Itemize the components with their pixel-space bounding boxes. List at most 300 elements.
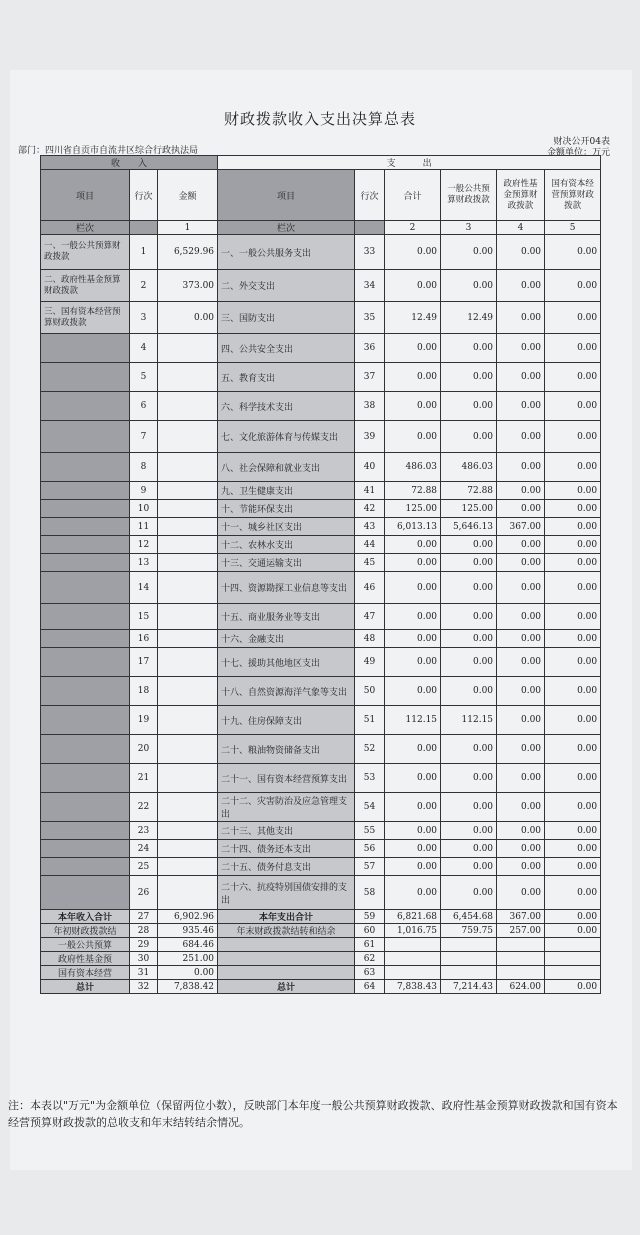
general-budget-amount: 125.00	[441, 500, 497, 518]
state-capital-amount: 0.00	[545, 876, 601, 910]
general-budget-amount: 0.00	[441, 735, 497, 764]
table-row	[41, 630, 601, 648]
income-item	[41, 363, 130, 392]
col-fund-budget: 政府性基金预算财政拨款	[497, 170, 545, 221]
expense-item: 十五、商业服务业等支出	[218, 604, 355, 630]
expense-item: 二十二、灾害防治及应急管理支出	[218, 793, 355, 822]
income-amount	[158, 604, 218, 630]
table-row	[41, 822, 601, 840]
expense-line-no: 57	[355, 858, 385, 876]
fund-budget-amount: 0.00	[497, 392, 545, 421]
general-budget-amount: 0.00	[441, 572, 497, 604]
income-line-no: 10	[130, 500, 158, 518]
expense-item: 一、一般公共服务支出	[218, 235, 355, 270]
general-budget-amount: 0.00	[441, 392, 497, 421]
fund-budget-amount: 0.00	[497, 235, 545, 270]
total-amount: 0.00	[385, 793, 441, 822]
state-capital-amount	[545, 938, 601, 952]
total-amount: 0.00	[385, 536, 441, 554]
fund-budget-amount: 0.00	[497, 421, 545, 453]
col-index-blank	[355, 221, 385, 235]
table-row	[41, 334, 601, 363]
income-item	[41, 677, 130, 706]
total-amount: 0.00	[385, 334, 441, 363]
income-line-no: 5	[130, 363, 158, 392]
expense-line-no: 37	[355, 363, 385, 392]
general-budget-amount: 0.00	[441, 876, 497, 910]
general-budget-amount: 0.00	[441, 363, 497, 392]
state-capital-amount: 0.00	[545, 840, 601, 858]
total-amount: 125.00	[385, 500, 441, 518]
table-row	[41, 453, 601, 482]
expense-line-no: 60	[355, 924, 385, 938]
income-line-no: 14	[130, 572, 158, 604]
fund-budget-amount: 0.00	[497, 572, 545, 604]
table-row	[41, 677, 601, 706]
expense-item: 四、公共安全支出	[218, 334, 355, 363]
fund-budget-amount: 0.00	[497, 735, 545, 764]
expense-item: 十一、城乡社区支出	[218, 518, 355, 536]
state-capital-amount: 0.00	[545, 910, 601, 924]
total-amount: 7,838.43	[385, 980, 441, 994]
expense-line-no: 49	[355, 648, 385, 677]
total-amount: 112.15	[385, 706, 441, 735]
total-amount: 1,016.75	[385, 924, 441, 938]
total-amount: 486.03	[385, 453, 441, 482]
page-title: 财政拨款收入支出决算总表	[223, 110, 416, 128]
state-capital-amount: 0.00	[545, 270, 601, 302]
income-amount	[158, 334, 218, 363]
income-line-no: 9	[130, 482, 158, 500]
income-item	[41, 822, 130, 840]
income-item	[41, 764, 130, 793]
income-item	[41, 554, 130, 572]
total-amount: 0.00	[385, 235, 441, 270]
expense-item: 十、节能环保支出	[218, 500, 355, 518]
income-item	[41, 334, 130, 363]
income-item: 一、一般公共预算财政拨款	[41, 235, 130, 270]
state-capital-amount: 0.00	[545, 924, 601, 938]
footnote: 注：本表以"万元"为金额单位（保留两位小数），反映部门本年度一般公共预算财政拨款、政府性基金预算财政拨款和国有资本经营预算财政拨款的总收支和年末结转结余情况。	[8, 1099, 618, 1129]
income-amount	[158, 858, 218, 876]
income-item	[41, 421, 130, 453]
income-item: 年初财政拨款结	[41, 924, 130, 938]
total-amount: 0.00	[385, 270, 441, 302]
department-label: 部门：四川省自贡市自流井区综合行政执法局	[18, 146, 199, 156]
state-capital-amount: 0.00	[545, 302, 601, 334]
expense-line-no: 50	[355, 677, 385, 706]
summary-row	[41, 980, 601, 994]
general-budget-amount	[441, 952, 497, 966]
state-capital-amount: 0.00	[545, 793, 601, 822]
income-amount	[158, 630, 218, 648]
expense-item: 六、科学技术支出	[218, 392, 355, 421]
fund-budget-amount: 0.00	[497, 793, 545, 822]
total-amount	[385, 952, 441, 966]
income-item	[41, 604, 130, 630]
income-amount: 0.00	[158, 966, 218, 980]
expense-item	[218, 938, 355, 952]
income-line-no: 15	[130, 604, 158, 630]
state-capital-amount: 0.00	[545, 334, 601, 363]
general-budget-amount: 0.00	[441, 536, 497, 554]
expense-item: 七、文化旅游体育与传媒支出	[218, 421, 355, 453]
expense-line-no: 56	[355, 840, 385, 858]
expense-item: 十四、资源勘探工业信息等支出	[218, 572, 355, 604]
income-line-no: 11	[130, 518, 158, 536]
income-line-no: 26	[130, 876, 158, 910]
general-budget-amount: 0.00	[441, 604, 497, 630]
expense-item: 八、社会保障和就业支出	[218, 453, 355, 482]
fund-budget-amount: 0.00	[497, 554, 545, 572]
income-line-no: 12	[130, 536, 158, 554]
income-line-no: 23	[130, 822, 158, 840]
income-line-no: 20	[130, 735, 158, 764]
income-line-no: 8	[130, 453, 158, 482]
total-amount: 0.00	[385, 392, 441, 421]
income-line-no: 16	[130, 630, 158, 648]
total-amount: 0.00	[385, 876, 441, 910]
expense-line-no: 62	[355, 952, 385, 966]
expense-item: 十七、援助其他地区支出	[218, 648, 355, 677]
fund-budget-amount: 0.00	[497, 302, 545, 334]
income-amount: 251.00	[158, 952, 218, 966]
col-general-budget: 一般公共预算财政拨款	[441, 170, 497, 221]
total-amount: 0.00	[385, 677, 441, 706]
state-capital-amount: 0.00	[545, 980, 601, 994]
income-line-no: 4	[130, 334, 158, 363]
income-amount: 6,902.96	[158, 910, 218, 924]
expense-line-no: 46	[355, 572, 385, 604]
fund-budget-amount: 0.00	[497, 630, 545, 648]
state-capital-amount: 0.00	[545, 764, 601, 793]
total-amount: 0.00	[385, 572, 441, 604]
col-amount: 金额	[158, 170, 218, 221]
state-capital-amount: 0.00	[545, 648, 601, 677]
income-amount: 0.00	[158, 302, 218, 334]
fund-budget-amount: 0.00	[497, 706, 545, 735]
fund-budget-amount: 0.00	[497, 822, 545, 840]
general-budget-amount: 486.03	[441, 453, 497, 482]
fund-budget-amount	[497, 938, 545, 952]
expense-line-no: 42	[355, 500, 385, 518]
expense-line-no: 64	[355, 980, 385, 994]
fund-budget-amount: 0.00	[497, 500, 545, 518]
state-capital-amount: 0.00	[545, 536, 601, 554]
income-amount	[158, 706, 218, 735]
expense-item: 十六、金融支出	[218, 630, 355, 648]
table-row	[41, 876, 601, 910]
fund-budget-amount: 0.00	[497, 876, 545, 910]
expense-line-no: 53	[355, 764, 385, 793]
income-item: 二、政府性基金预算财政拨款	[41, 270, 130, 302]
table-row	[41, 735, 601, 764]
expense-item: 二十三、其他支出	[218, 822, 355, 840]
state-capital-amount: 0.00	[545, 392, 601, 421]
expense-line-no: 63	[355, 966, 385, 980]
general-budget-amount	[441, 938, 497, 952]
income-line-no: 7	[130, 421, 158, 453]
general-budget-amount: 0.00	[441, 764, 497, 793]
income-line-no: 17	[130, 648, 158, 677]
table-row	[41, 706, 601, 735]
income-item	[41, 392, 130, 421]
expense-line-no: 59	[355, 910, 385, 924]
fund-budget-amount: 0.00	[497, 764, 545, 793]
expense-line-no: 43	[355, 518, 385, 536]
summary-row	[41, 910, 601, 924]
income-line-no: 13	[130, 554, 158, 572]
income-line-no: 28	[130, 924, 158, 938]
col-line-income: 行次	[130, 170, 158, 221]
table-row	[41, 648, 601, 677]
expense-line-no: 40	[355, 453, 385, 482]
table-row	[41, 235, 601, 270]
income-amount	[158, 648, 218, 677]
state-capital-amount	[545, 966, 601, 980]
general-budget-amount: 0.00	[441, 334, 497, 363]
state-capital-amount: 0.00	[545, 858, 601, 876]
general-budget-amount: 6,454.68	[441, 910, 497, 924]
income-item	[41, 648, 130, 677]
total-amount: 0.00	[385, 735, 441, 764]
expense-item: 本年支出合计	[218, 910, 355, 924]
expense-item: 年末财政拨款结转和结余	[218, 924, 355, 938]
expense-line-no: 58	[355, 876, 385, 910]
col-item-income: 项目	[41, 170, 130, 221]
summary-row	[41, 924, 601, 938]
col-index-5: 5	[545, 221, 601, 235]
expense-item: 总计	[218, 980, 355, 994]
income-amount	[158, 793, 218, 822]
total-amount: 0.00	[385, 630, 441, 648]
state-capital-amount: 0.00	[545, 572, 601, 604]
table-row	[41, 302, 601, 334]
income-item	[41, 536, 130, 554]
table-row	[41, 392, 601, 421]
expense-item: 十三、交通运输支出	[218, 554, 355, 572]
table-row	[41, 572, 601, 604]
general-budget-amount: 112.15	[441, 706, 497, 735]
general-budget-amount: 7,214.43	[441, 980, 497, 994]
expense-line-no: 54	[355, 793, 385, 822]
table-row	[41, 604, 601, 630]
table-row	[41, 482, 601, 500]
total-amount: 0.00	[385, 363, 441, 392]
income-amount: 935.46	[158, 924, 218, 938]
total-amount	[385, 966, 441, 980]
income-item: 总计	[41, 980, 130, 994]
income-item	[41, 572, 130, 604]
col-item-expense: 项目	[218, 170, 355, 221]
state-capital-amount: 0.00	[545, 630, 601, 648]
state-capital-amount: 0.00	[545, 421, 601, 453]
income-header: 收 入	[41, 156, 218, 170]
general-budget-amount: 0.00	[441, 677, 497, 706]
income-amount	[158, 735, 218, 764]
state-capital-amount: 0.00	[545, 822, 601, 840]
income-item	[41, 793, 130, 822]
table-row	[41, 518, 601, 536]
income-amount	[158, 518, 218, 536]
fund-budget-amount: 257.00	[497, 924, 545, 938]
table-row	[41, 363, 601, 392]
expense-item: 二十一、国有资本经营预算支出	[218, 764, 355, 793]
expense-line-no: 55	[355, 822, 385, 840]
summary-row	[41, 938, 601, 952]
income-line-no: 30	[130, 952, 158, 966]
general-budget-amount: 12.49	[441, 302, 497, 334]
budget-table	[40, 155, 601, 994]
col-line-expense: 行次	[355, 170, 385, 221]
expense-item: 十二、农林水支出	[218, 536, 355, 554]
expense-line-no: 34	[355, 270, 385, 302]
income-line-no: 22	[130, 793, 158, 822]
expense-item: 二、外交支出	[218, 270, 355, 302]
expense-line-no: 47	[355, 604, 385, 630]
col-state-capital: 国有资本经营预算财政拨款	[545, 170, 601, 221]
income-amount: 7,838.42	[158, 980, 218, 994]
total-amount: 0.00	[385, 604, 441, 630]
income-item: 一般公共预算	[41, 938, 130, 952]
income-item	[41, 876, 130, 910]
income-amount	[158, 764, 218, 793]
fund-budget-amount: 0.00	[497, 334, 545, 363]
income-amount	[158, 482, 218, 500]
fund-budget-amount: 367.00	[497, 518, 545, 536]
expense-line-no: 44	[355, 536, 385, 554]
general-budget-amount: 759.75	[441, 924, 497, 938]
state-capital-amount: 0.00	[545, 677, 601, 706]
state-capital-amount: 0.00	[545, 735, 601, 764]
expense-line-no: 39	[355, 421, 385, 453]
general-budget-amount: 0.00	[441, 793, 497, 822]
general-budget-amount	[441, 966, 497, 980]
total-amount: 12.49	[385, 302, 441, 334]
fund-budget-amount: 0.00	[497, 482, 545, 500]
table-row	[41, 840, 601, 858]
general-budget-amount: 0.00	[441, 822, 497, 840]
general-budget-amount: 0.00	[441, 630, 497, 648]
expense-item: 二十六、抗疫特别国债安排的支出	[218, 876, 355, 910]
table-row	[41, 500, 601, 518]
income-line-no: 3	[130, 302, 158, 334]
income-item	[41, 482, 130, 500]
general-budget-amount: 0.00	[441, 270, 497, 302]
income-line-no: 27	[130, 910, 158, 924]
col-index-label: 栏次	[41, 221, 130, 235]
income-amount	[158, 392, 218, 421]
table-row	[41, 536, 601, 554]
income-line-no: 24	[130, 840, 158, 858]
total-amount: 72.88	[385, 482, 441, 500]
state-capital-amount: 0.00	[545, 518, 601, 536]
col-index-label: 栏次	[218, 221, 355, 235]
income-amount	[158, 876, 218, 910]
income-line-no: 18	[130, 677, 158, 706]
col-index-2: 2	[385, 221, 441, 235]
amount-unit: 金额单位：万元	[546, 148, 610, 158]
col-index-4: 4	[497, 221, 545, 235]
income-line-no: 31	[130, 966, 158, 980]
income-amount	[158, 572, 218, 604]
general-budget-amount: 0.00	[441, 235, 497, 270]
general-budget-amount: 0.00	[441, 648, 497, 677]
income-line-no: 19	[130, 706, 158, 735]
total-amount: 6,821.68	[385, 910, 441, 924]
income-amount	[158, 363, 218, 392]
income-amount: 373.00	[158, 270, 218, 302]
summary-row	[41, 952, 601, 966]
fund-budget-amount: 367.00	[497, 910, 545, 924]
col-index-blank	[130, 221, 158, 235]
col-index-1: 1	[158, 221, 218, 235]
expense-item: 二十、粮油物资储备支出	[218, 735, 355, 764]
income-line-no: 1	[130, 235, 158, 270]
expense-line-no: 51	[355, 706, 385, 735]
state-capital-amount: 0.00	[545, 363, 601, 392]
income-amount	[158, 677, 218, 706]
fund-budget-amount: 0.00	[497, 840, 545, 858]
col-index-3: 3	[441, 221, 497, 235]
income-item: 本年收入合计	[41, 910, 130, 924]
fund-budget-amount: 624.00	[497, 980, 545, 994]
form-number: 财决公开04表	[553, 137, 610, 147]
expense-item: 五、教育支出	[218, 363, 355, 392]
income-item	[41, 735, 130, 764]
expense-item: 二十四、债务还本支出	[218, 840, 355, 858]
expense-line-no: 52	[355, 735, 385, 764]
general-budget-amount: 72.88	[441, 482, 497, 500]
col-total: 合计	[385, 170, 441, 221]
state-capital-amount: 0.00	[545, 482, 601, 500]
income-item	[41, 630, 130, 648]
income-amount	[158, 536, 218, 554]
total-amount: 6,013.13	[385, 518, 441, 536]
income-item	[41, 840, 130, 858]
income-amount	[158, 453, 218, 482]
total-amount	[385, 938, 441, 952]
table-row	[41, 764, 601, 793]
income-item: 国有资本经营	[41, 966, 130, 980]
total-amount: 0.00	[385, 764, 441, 793]
expense-item: 三、国防支出	[218, 302, 355, 334]
expense-line-no: 38	[355, 392, 385, 421]
income-amount: 684.46	[158, 938, 218, 952]
general-budget-amount: 0.00	[441, 840, 497, 858]
general-budget-amount: 0.00	[441, 421, 497, 453]
fund-budget-amount: 0.00	[497, 677, 545, 706]
fund-budget-amount: 0.00	[497, 536, 545, 554]
expense-item: 十八、自然资源海洋气象等支出	[218, 677, 355, 706]
general-budget-amount: 0.00	[441, 554, 497, 572]
state-capital-amount: 0.00	[545, 453, 601, 482]
expense-header: 支 出	[218, 156, 601, 170]
income-amount	[158, 554, 218, 572]
total-amount: 0.00	[385, 648, 441, 677]
income-item	[41, 706, 130, 735]
fund-budget-amount	[497, 952, 545, 966]
expense-item	[218, 966, 355, 980]
fund-budget-amount	[497, 966, 545, 980]
expense-line-no: 35	[355, 302, 385, 334]
total-amount: 0.00	[385, 554, 441, 572]
income-line-no: 6	[130, 392, 158, 421]
expense-item: 二十五、债务付息支出	[218, 858, 355, 876]
total-amount: 0.00	[385, 840, 441, 858]
state-capital-amount	[545, 952, 601, 966]
table-row	[41, 793, 601, 822]
